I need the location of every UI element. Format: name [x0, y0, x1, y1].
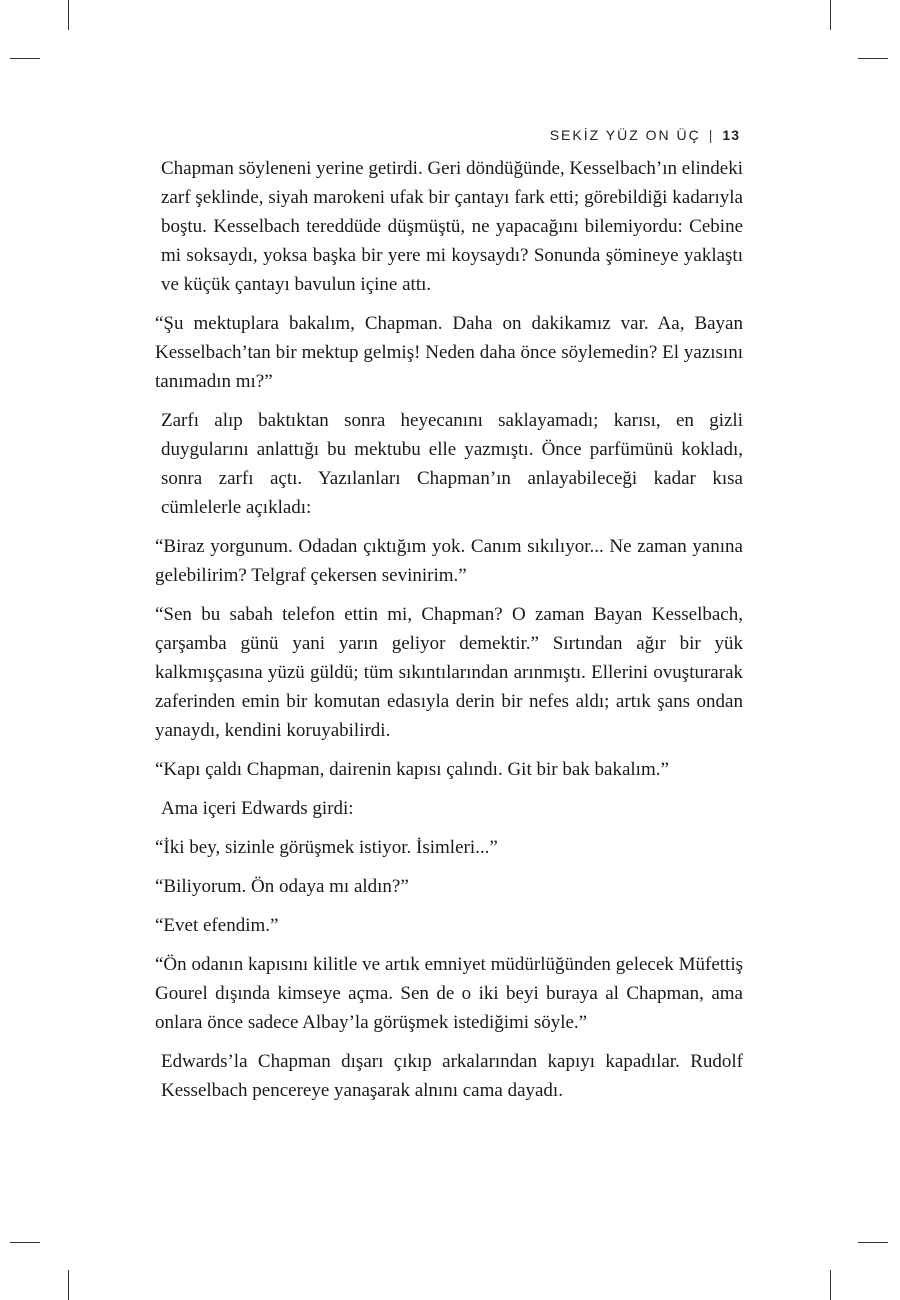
crop-mark-bottom-right	[830, 1270, 831, 1300]
paragraph: Ama içeri Edwards girdi:	[161, 798, 354, 819]
running-header	[550, 127, 740, 143]
crop-mark-left-bottom	[10, 1242, 40, 1243]
page-number: 13	[722, 127, 740, 143]
crop-mark-right-top	[858, 58, 888, 59]
paragraph: “Ön odanın kapısını kilitle ve artık emniyet müdürlüğünden gelecek Müfettiş Gourel dışında kimseye açma. Sen de o iki beyi buraya al Chapman, ama onlara önce sadece Albay’la görüşmek istediğimi söyle.”	[155, 954, 743, 1033]
crop-mark-top-right	[830, 0, 831, 30]
body-text	[155, 154, 743, 1115]
crop-mark-bottom-left	[68, 1270, 69, 1300]
paragraph: Edwards’la Chapman dışarı çıkıp arkalarından kapıyı kapadılar. Rudolf Kesselbach pencereye yanaşarak alnını cama dayadı.	[161, 1051, 743, 1101]
crop-mark-left-top	[10, 58, 40, 59]
crop-mark-top-left	[68, 0, 69, 30]
paragraph: “Şu mektuplara bakalım, Chapman. Daha on dakikamız var. Aa, Bayan Kesselbach’tan bir mektup gelmiş! Neden daha önce söylemedin? El yazısını tanımadın mı?”	[155, 313, 743, 392]
paragraph: “İki bey, sizinle görüşmek istiyor. İsimleri...”	[155, 837, 498, 858]
paragraph: Zarfı alıp baktıktan sonra heyecanını saklayamadı; karısı, en gizli duygularını anlattığı bu mektubu elle yazmıştı. Önce parfümünü kokladı, sonra zarfı açtı. Yazılanları Chapman’ın anlayabileceği kadar kısa cümlelerle açıkladı:	[161, 410, 743, 518]
paragraph: “Sen bu sabah telefon ettin mi, Chapman? O zaman Bayan Kesselbach, çarşamba günü yani yarın geliyor demektir.” Sırtından ağır bir yük kalkmışçasına yüzü güldü; tüm sıkıntılarından arınmıştı. Ellerini ovuşturarak zaferinden emin bir komutan edasıyla derin bir nefes aldı; artık şans ondan yanaydı, kendini koruyabilirdi.	[155, 604, 743, 741]
paragraph: “Evet efendim.”	[155, 915, 279, 936]
paragraph: “Kapı çaldı Chapman, dairenin kapısı çalındı. Git bir bak bakalım.”	[155, 759, 669, 780]
crop-mark-right-bottom	[858, 1242, 888, 1243]
paragraph: Chapman söyleneni yerine getirdi. Geri döndüğünde, Kesselbach’ın elindeki zarf şeklinde, siyah marokeni ufak bir çantayı fark etti; görebildiği kadarıyla boştu. Kesselbach tereddüde düşmüştü, ne yapacağını bilemiyordu: Cebine mi soksaydı, yoksa başka bir yere mi koysaydı? Sonunda şömineye yaklaştı ve küçük çantayı bavulun içine attı.	[161, 158, 743, 295]
running-title: SEKİZ YÜZ ON ÜÇ	[549, 127, 701, 143]
header-separator: |	[708, 127, 715, 143]
paragraph: “Biraz yorgunum. Odadan çıktığım yok. Canım sıkılıyor... Ne zaman yanına gelebilirim? Telgraf çekersen sevinirim.”	[155, 536, 743, 586]
paragraph: “Biliyorum. Ön odaya mı aldın?”	[155, 876, 409, 897]
